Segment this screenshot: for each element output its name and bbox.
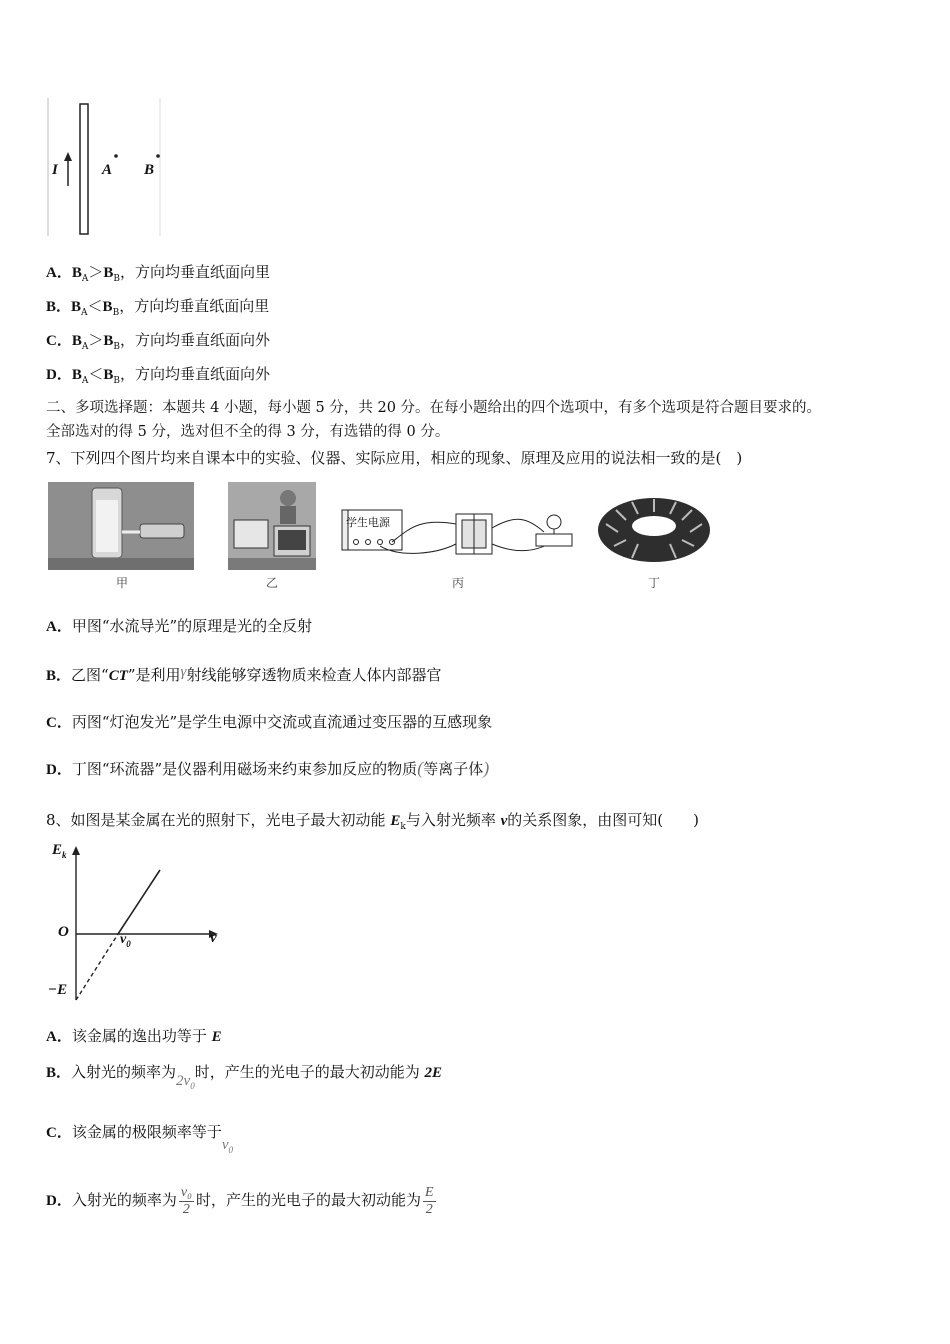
q7-stem: 7、下列四个图片均来自课本中的实验、仪器、实际应用，相应的现象、原理及应用的说法相一致的是( )	[46, 449, 743, 467]
nu-axis-label: ν	[210, 930, 217, 946]
q6-option-b[interactable]: B．$B_A<B_B$，方向均垂直纸面向里	[46, 297, 270, 318]
water-light-image	[48, 482, 194, 570]
origin-label: O	[58, 924, 69, 940]
power-supply-label: 学生电源	[346, 516, 390, 529]
q7-option-d[interactable]: D．丁图“环流器”是仪器利用磁场来约束参加反应的物质(等离子体)	[46, 758, 490, 778]
section-heading-line2: 全部选对的得 5 分，选对但不全的得 3 分，有选错的得 0 分。	[46, 424, 450, 440]
figure-wire	[46, 98, 166, 238]
q6-option-c[interactable]: C．$B_A>B_B$，方向均垂直纸面向外	[46, 331, 271, 352]
nu0-value: $\nu_0$	[221, 1137, 234, 1155]
ek-nu-graph	[46, 840, 236, 1010]
two-nu0: $2\nu_0$	[176, 1073, 195, 1091]
q7-option-a[interactable]: A．甲图“水流导光”的原理是光的全反射	[46, 617, 313, 635]
q8-option-a[interactable]: A．该金属的逸出功等于 E	[46, 1027, 222, 1045]
tokamak-image	[596, 496, 712, 566]
q6-option-d[interactable]: D．$B_A<B_B$，方向均垂直纸面向外	[46, 365, 271, 386]
caption-bing: 丙	[452, 576, 465, 590]
photo-ding	[596, 496, 712, 566]
ct-scan-image	[228, 482, 316, 570]
q8-option-b[interactable]: B．入射光的频率为$2\nu_0$时，产生的光电子的最大初动能为 2E	[46, 1063, 442, 1091]
q8-stem: 8、如图是某金属在光的照射下，光电子最大初动能 $E_k$与入射光频率 ν的关系图象，由图可知( )	[46, 811, 699, 832]
caption-jia: 甲	[116, 576, 129, 590]
caption-ding: 丁	[648, 576, 661, 590]
q6-option-a[interactable]: A．$B_A>B_B$，方向均垂直纸面向里	[46, 263, 271, 284]
q7-option-c[interactable]: C．丙图“灯泡发光”是学生电源中交流或直流通过变压器的互感现象	[46, 713, 493, 731]
photo-jia	[48, 482, 194, 570]
photo-yi	[228, 482, 316, 570]
fraction-e-over-2: $\frac{E}{2}$	[424, 1184, 434, 1217]
ek-axis-label: $E_k$	[52, 842, 67, 860]
nu0-label: $\nu_0$	[120, 932, 131, 949]
neg-e-label: −E	[48, 982, 68, 998]
caption-yi: 乙	[266, 576, 279, 590]
q8-option-d[interactable]: D．入射光的频率为 $\frac{\text{ν₀}}{2}$ 时，产生的光电子的最大初动能为 $\frac{E}{2}$	[46, 1184, 434, 1217]
ek-nu-axes	[46, 840, 236, 1010]
point-a-label: A	[102, 162, 113, 178]
section-heading-line1: 二、多项选择题：本题共 4 小题，每小题 5 分，共 20 分。在每小题给出的四个选项中，有多个选项是符合题目要求的。	[46, 400, 822, 416]
q8-option-c[interactable]: C．该金属的极限频率等于$\nu_0$	[46, 1123, 234, 1155]
circuit-bing	[340, 488, 580, 568]
point-b-label: B	[144, 162, 155, 178]
fraction-nu0-over-2: $\frac{\text{ν₀}}{2}$	[180, 1184, 192, 1217]
q7-option-b[interactable]: B．乙图“CT”是利用γ射线能够穿透物质来检查人体内部器官	[46, 664, 442, 684]
current-label: I	[52, 162, 58, 178]
